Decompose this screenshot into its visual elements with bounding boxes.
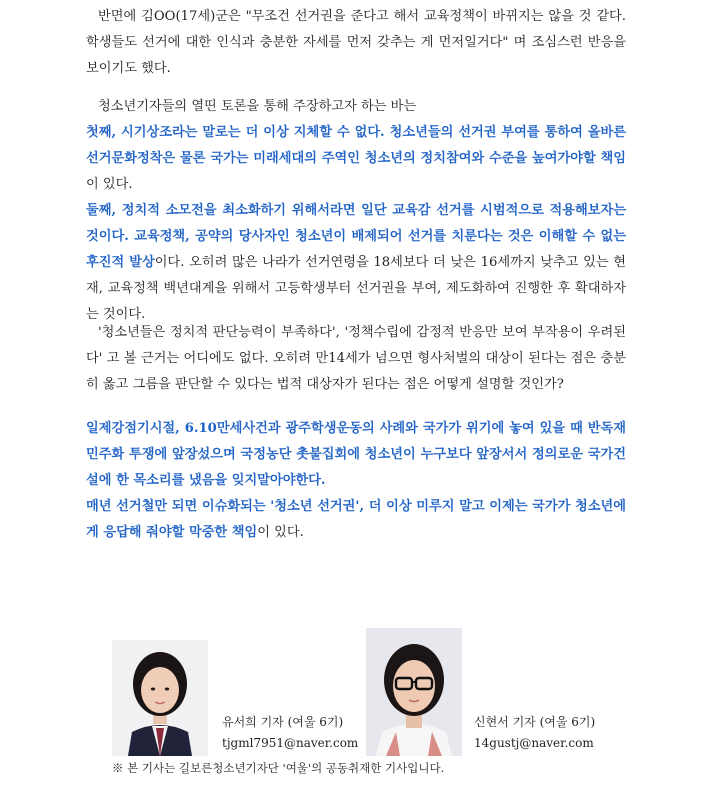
reporter-photo-1 [112, 640, 208, 756]
highlight-text: 첫째, 시기상조라는 말로는 더 이상 지체할 수 없다. 청소년들의 선거권 부여를 통하여 올바른 선거문화정착은 물론 국가는 미래세대의 주역인 청소년의 정치참여와 수준을 높여가야할 책임 [86, 125, 626, 166]
paragraph-quote-kim [86, 4, 626, 82]
paragraph-text: 일제강점기시절, 6.10만세사건과 광주학생운동의 사례와 국가가 위기에 놓여 있을 때 반독재 민주화 투쟁에 앞장섰으며 국정농단 촛불집회에 청소년이 누구보다 앞장서서 정의로운 국가건설에 한 목소리를 냈음을 잊지말아야한다. [86, 421, 626, 488]
reporter-name: 신현서 기자 (여울 6기) [474, 715, 596, 729]
reporter-caption-2 [474, 712, 595, 754]
paragraph-argument [86, 320, 626, 398]
paragraph-text [86, 198, 626, 328]
paragraph-text [86, 494, 626, 546]
paragraph-history [86, 416, 626, 494]
paragraph-intro [86, 94, 626, 120]
portrait-image [366, 628, 462, 756]
reporter-name: 유서희 기자 (여울 6기) [222, 715, 344, 729]
portrait-image [112, 640, 208, 756]
paragraph-text [86, 120, 626, 198]
reporter-caption-1 [222, 712, 358, 754]
paragraph-conclusion [86, 494, 626, 546]
paragraph-text: 청소년기자들의 열띤 토론을 통해 주장하고자 하는 바는 [98, 99, 417, 114]
reporter-email: 14gustj@naver.com [474, 736, 594, 750]
paragraph-text: 반면에 김OO(17세)군은 "무조건 선거권을 준다고 해서 교육정책이 바뀌지는 않을 것 같다. 학생들도 선거에 대한 인식과 충분한 자세를 먼저 갖추는 게 먼저일거다" 며 조심스런 반응을 보이기도 했다. [86, 9, 626, 76]
plain-text: 이 있다. [257, 525, 304, 540]
highlight-text: 매년 선거철만 되면 이슈화되는 '청소년 선거권', 더 이상 미루지 말고 이제는 국가가 청소년에게 응답해 줘야할 막중한 책임 [86, 499, 626, 540]
footnote: ※ 본 기사는 길보른청소년기자단 '여울'의 공동취재한 기사입니다. [112, 761, 445, 775]
paragraph-text: '청소년들은 정치적 판단능력이 부족하다', '정책수립에 감정적 반응만 보여 부작용이 우려된다' 고 볼 근거는 어디에도 없다. 오히려 만14세가 넘으면 형사처벌의 대상이 된다는 점은 충분히 옳고 그름을 판단할 수 있다는 법적 대상자가 된다는 점은 어떻게 설명할 것인가? [86, 325, 626, 392]
highlight-text: 둘째, 정치적 소모전을 최소화하기 위해서라면 일단 교육감 선거를 시범적으로 적용해보자는 것이다. 교육정책, 공약의 당사자인 청소년이 배제되어 선거를 치룬다는 것은 이해할 수 없는 후진적 발상 [86, 203, 626, 270]
reporter-photo-2 [366, 628, 462, 756]
paragraph-second-point [86, 198, 626, 328]
plain-text: 이 있다. [86, 177, 133, 192]
paragraph-first-point [86, 120, 626, 198]
reporter-email: tjgml7951@naver.com [222, 736, 359, 750]
plain-text: 이다. 오히려 많은 나라가 선거연령을 18세보다 더 낮은 16세까지 낮추고 있는 현재, 교육정책 백년대계을 위해서 고등학생부터 선거권을 부여, 제도화하여 진행한 후 확대하자는 것이다. [86, 255, 626, 322]
